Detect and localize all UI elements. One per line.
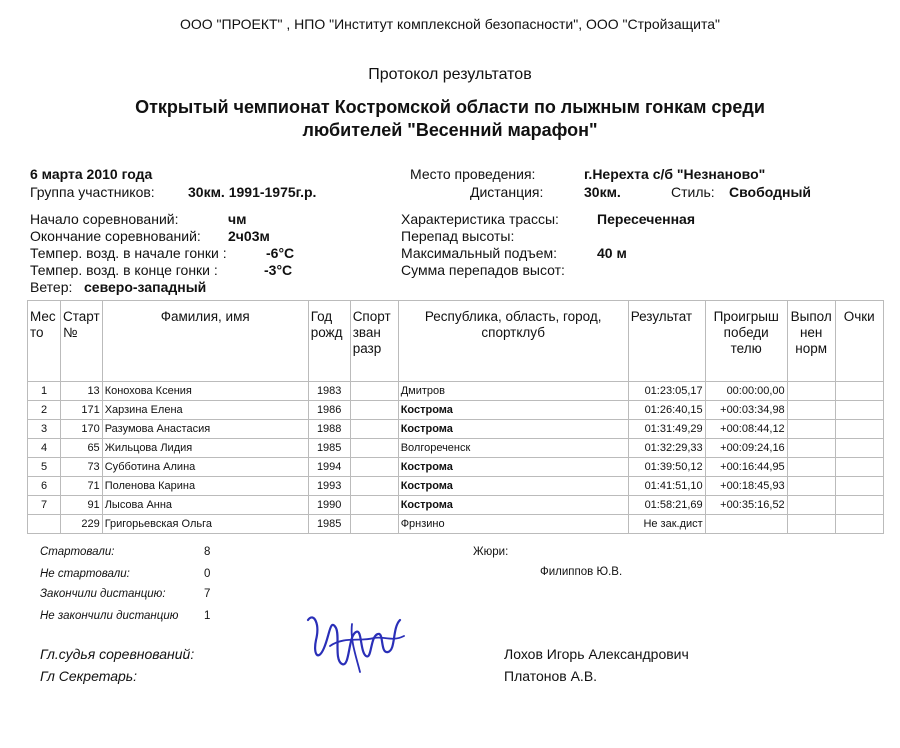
cell-year: 1990 <box>308 496 350 515</box>
jury-name: Филиппов Ю.В. <box>540 566 623 578</box>
not-started-value: 0 <box>204 568 211 580</box>
track-label: Характеристика трассы: <box>401 211 559 227</box>
col-header-name: Фамилия, имя <box>102 301 308 382</box>
started-label: Стартовали: <box>40 546 115 558</box>
cell-region: Кострома <box>398 401 628 420</box>
start-label: Начало соревнований: <box>30 211 179 227</box>
cell-region: Фрнзино <box>398 515 628 534</box>
cell-norm <box>787 382 835 401</box>
cell-rank <box>350 401 398 420</box>
table-row <box>28 515 884 534</box>
cell-behind: 00:00:00,00 <box>705 382 787 401</box>
col-header-norm: Выпол нен норм <box>787 301 835 382</box>
temp-end-label: Темпер. возд. в конце гонки : <box>30 262 218 278</box>
cell-year: 1986 <box>308 401 350 420</box>
chief-judge-label: Гл.судья соревнований: <box>40 646 195 662</box>
championship-title-line1: Открытый чемпионат Костромской области по лыжным гонкам среди <box>135 97 765 117</box>
cell-start: 65 <box>61 439 103 458</box>
cell-rank <box>350 496 398 515</box>
cell-result: Не зак.дист <box>628 515 705 534</box>
cell-result: 01:32:29,33 <box>628 439 705 458</box>
cell-result: 01:31:49,29 <box>628 420 705 439</box>
not-finished-label: Не закончили дистанцию <box>40 610 179 622</box>
cell-region: Кострома <box>398 458 628 477</box>
cell-year: 1983 <box>308 382 350 401</box>
cell-points <box>835 439 883 458</box>
cell-start: 91 <box>61 496 103 515</box>
cell-norm <box>787 420 835 439</box>
venue-label: Место проведения: <box>410 166 536 182</box>
cell-start: 73 <box>61 458 103 477</box>
cell-rank <box>350 458 398 477</box>
cell-points <box>835 477 883 496</box>
document-title: Протокол результатов <box>368 66 532 83</box>
table-row <box>28 458 884 477</box>
col-header-region: Республика, область, город, спортклуб <box>398 301 628 382</box>
cell-behind: +00:09:24,16 <box>705 439 787 458</box>
cell-place: 3 <box>28 420 61 439</box>
cell-result: 01:41:51,10 <box>628 477 705 496</box>
cell-year: 1994 <box>308 458 350 477</box>
max-climb-label: Максимальный подъем: <box>401 245 558 261</box>
cell-result: 01:26:40,15 <box>628 401 705 420</box>
cell-rank <box>350 477 398 496</box>
results-table <box>27 300 884 534</box>
col-header-points: Очки <box>835 301 883 382</box>
cell-place: 2 <box>28 401 61 420</box>
wind-label: Ветер: <box>30 279 73 295</box>
cell-region: Дмитров <box>398 382 628 401</box>
cell-place: 7 <box>28 496 61 515</box>
col-header-place: Мес то <box>28 301 61 382</box>
secretary-name: Платонов А.В. <box>504 668 598 684</box>
cell-behind: +00:35:16,52 <box>705 496 787 515</box>
end-label: Окончание соревнований: <box>30 228 201 244</box>
not-finished-value: 1 <box>204 610 211 622</box>
sum-diff-label: Сумма перепадов высот: <box>401 262 565 278</box>
jury-label: Жюри: <box>473 546 509 558</box>
table-row <box>28 496 884 515</box>
cell-place: 1 <box>28 382 61 401</box>
table-row <box>28 401 884 420</box>
cell-name: Конохова Ксения <box>102 382 308 401</box>
col-header-year: Год рожд <box>308 301 350 382</box>
secretary-label: Гл Секретарь: <box>40 668 138 684</box>
cell-points <box>835 401 883 420</box>
cell-start: 171 <box>61 401 103 420</box>
started-value: 8 <box>204 546 211 558</box>
cell-year: 1985 <box>308 515 350 534</box>
cell-points <box>835 382 883 401</box>
table-row <box>28 477 884 496</box>
group-value: 30км. 1991-1975г.р. <box>188 184 317 200</box>
cell-name: Григорьевская Ольга <box>102 515 308 534</box>
organizations-line: ООО "ПРОЕКТ" , НПО "Институт комплексной безопасности", ООО "Стройзащита" <box>179 16 720 32</box>
cell-region: Кострома <box>398 420 628 439</box>
col-header-start: Старт № <box>61 301 103 382</box>
cell-result: 01:23:05,17 <box>628 382 705 401</box>
cell-rank <box>350 420 398 439</box>
temp-end-value: -3°C <box>264 262 293 278</box>
cell-result: 01:58:21,69 <box>628 496 705 515</box>
cell-norm <box>787 458 835 477</box>
cell-norm <box>787 515 835 534</box>
end-value: 2ч03м <box>228 228 270 244</box>
cell-name: Лысова Анна <box>102 496 308 515</box>
cell-points <box>835 496 883 515</box>
track-value: Пересеченная <box>597 211 696 227</box>
handwritten-signature <box>300 606 410 684</box>
cell-behind: +00:08:44,12 <box>705 420 787 439</box>
cell-place: 4 <box>28 439 61 458</box>
cell-year: 1985 <box>308 439 350 458</box>
not-started-label: Не стартовали: <box>40 568 130 580</box>
cell-name: Жильцова Лидия <box>102 439 308 458</box>
event-date: 6 марта 2010 года <box>30 166 153 182</box>
cell-region: Кострома <box>398 477 628 496</box>
cell-start: 170 <box>61 420 103 439</box>
cell-name: Поленова Карина <box>102 477 308 496</box>
col-header-behind: Проигрыш победи телю <box>705 301 787 382</box>
wind-value: северо-западный <box>84 279 207 295</box>
cell-norm <box>787 496 835 515</box>
height-diff-label: Перепад высоты: <box>401 228 515 244</box>
cell-rank <box>350 439 398 458</box>
cell-norm <box>787 401 835 420</box>
temp-start-value: -6°C <box>266 245 295 261</box>
cell-start: 71 <box>61 477 103 496</box>
cell-behind <box>705 515 787 534</box>
table-header-row <box>28 301 884 382</box>
cell-place: 6 <box>28 477 61 496</box>
cell-behind: +00:16:44,95 <box>705 458 787 477</box>
cell-norm <box>787 477 835 496</box>
max-climb-value: 40 м <box>597 245 627 261</box>
finished-value: 7 <box>204 588 211 600</box>
cell-behind: +00:18:45,93 <box>705 477 787 496</box>
cell-behind: +00:03:34,98 <box>705 401 787 420</box>
cell-rank <box>350 382 398 401</box>
table-row <box>28 420 884 439</box>
cell-place: 5 <box>28 458 61 477</box>
cell-year: 1988 <box>308 420 350 439</box>
cell-start: 13 <box>61 382 103 401</box>
chief-judge-name: Лохов Игорь Александрович <box>504 646 689 662</box>
distance-label: Дистанция: <box>470 184 544 200</box>
table-row <box>28 439 884 458</box>
col-header-result: Результат <box>628 301 705 382</box>
championship-title-line2: любителей "Весенний марафон" <box>302 120 598 140</box>
cell-start: 229 <box>61 515 103 534</box>
cell-name: Разумова Анастасия <box>102 420 308 439</box>
cell-points <box>835 420 883 439</box>
temp-start-label: Темпер. возд. в начале гонки : <box>30 245 227 261</box>
style-value: Свободный <box>729 184 812 200</box>
cell-points <box>835 458 883 477</box>
group-label: Группа участников: <box>30 184 155 200</box>
cell-name: Субботина Алина <box>102 458 308 477</box>
start-value: чм <box>228 211 247 227</box>
cell-place <box>28 515 61 534</box>
col-header-rank: Спорт зван разр <box>350 301 398 382</box>
cell-norm <box>787 439 835 458</box>
cell-rank <box>350 515 398 534</box>
style-label: Стиль: <box>671 184 715 200</box>
cell-result: 01:39:50,12 <box>628 458 705 477</box>
table-row <box>28 382 884 401</box>
cell-points <box>835 515 883 534</box>
cell-year: 1993 <box>308 477 350 496</box>
distance-value: 30км. <box>584 184 621 200</box>
cell-region: Волгореченск <box>398 439 628 458</box>
cell-region: Кострома <box>398 496 628 515</box>
venue-value: г.Нерехта с/б "Незнаново" <box>584 166 766 182</box>
cell-name: Харзина Елена <box>102 401 308 420</box>
finished-label: Закончили дистанцию: <box>40 588 166 600</box>
